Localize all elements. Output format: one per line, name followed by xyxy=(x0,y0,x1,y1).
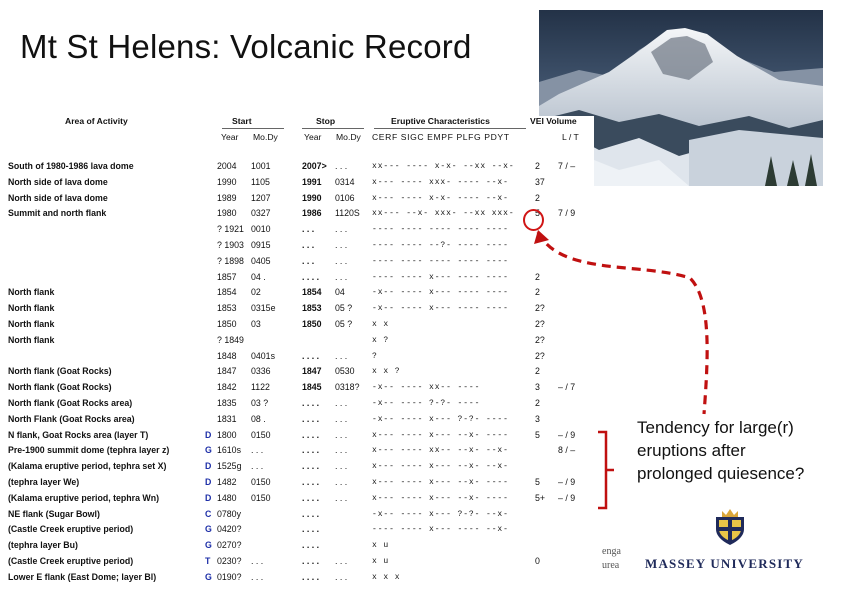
cell-chars: x--- ---- x--- --x- ---- xyxy=(372,430,509,440)
cell-chars: x ? xyxy=(372,335,390,345)
cell-stop-year: 1853 xyxy=(302,303,322,314)
cell-stop-year: 1847 xyxy=(302,366,322,377)
cell-start-year: 1800 xyxy=(217,429,237,440)
cell-code: D xyxy=(205,492,212,503)
cell-start-year: 1480 xyxy=(217,492,237,503)
massey-university-wordmark: MASSEY UNIVERSITY xyxy=(645,556,804,571)
cell-stop-year: . . . . xyxy=(302,445,320,456)
cell-chars: -x-- ---- x--- ?-?- ---- xyxy=(372,414,509,424)
cell-start-mody: 1207 xyxy=(251,192,271,203)
cell-start-year: 1990 xyxy=(217,176,237,187)
cell-stop-year: . . . xyxy=(302,255,315,266)
cell-vei: 2 xyxy=(535,271,540,282)
cell-chars: xx--- --x- xxx- --xx xxx- xyxy=(372,209,515,219)
header-stop-year: Year xyxy=(304,132,322,142)
cell-start-year: 0270? xyxy=(217,540,242,551)
cell-area: Pre-1900 summit dome (tephra layer z) xyxy=(8,445,170,456)
cell-area: North flank xyxy=(8,303,55,314)
cell-area: North side of lava dome xyxy=(8,176,108,187)
cell-vei: 5+ xyxy=(535,492,546,503)
cell-chars: x--- ---- x--- --x- ---- xyxy=(372,493,509,503)
cell-stop-mody: . . . xyxy=(335,224,348,235)
slide-title: Mt St Helens: Volcanic Record xyxy=(20,28,472,65)
cell-start-mody: . . . xyxy=(251,445,264,456)
cell-start-year: 1980 xyxy=(217,208,237,219)
cell-start-year: 0780y xyxy=(217,508,241,519)
cell-stop-mody: . . . xyxy=(335,350,348,361)
cell-start-mody: 0150 xyxy=(251,429,271,440)
cell-start-year: 0190? xyxy=(217,571,242,582)
cell-stop-year: 1986 xyxy=(302,208,322,219)
cell-area: North Flank (Goat Rocks area) xyxy=(8,413,135,424)
cell-stop-year: 1990 xyxy=(302,192,322,203)
cell-chars: ---- ---- ---- ---- ---- xyxy=(372,225,509,235)
cell-start-mody: 0915 xyxy=(251,240,271,250)
university-crest-icon xyxy=(710,507,750,547)
cell-start-year: 1482 xyxy=(217,477,237,487)
cell-chars: xx--- ---- x-x- --xx --x- xyxy=(372,162,515,171)
cell-chars: x--- ---- x--- --x- --x- xyxy=(372,462,509,472)
cell-area: North flank (Goat Rocks area) xyxy=(8,398,133,408)
cell-area: Lower E flank (East Dome; layer Bl) xyxy=(8,571,157,582)
header-lt: L / T xyxy=(562,132,579,142)
cell-stop-year: . . . . xyxy=(302,398,320,408)
cell-area: North flank xyxy=(8,334,55,345)
cell-vol: 7 / 9 xyxy=(558,208,576,219)
cell-start-year: ? 1898 xyxy=(217,255,244,266)
cell-stop-year: 1850 xyxy=(302,319,322,329)
cell-stop-year: . . . . xyxy=(302,461,320,472)
cell-start-mody: 04 . xyxy=(251,271,266,282)
cell-chars: -x-- ---- x--- ?-?- --x- xyxy=(372,509,509,519)
cell-code: D xyxy=(205,429,212,440)
cell-stop-mody: 0530 xyxy=(335,366,355,377)
cell-area: North flank (Goat Rocks) xyxy=(8,382,112,393)
cell-stop-year: 1991 xyxy=(302,176,322,187)
header-start-mody: Mo.Dy xyxy=(253,132,278,142)
cell-code: G xyxy=(205,571,212,582)
cell-chars: x x x xyxy=(372,572,401,582)
cell-start-mody: 0010 xyxy=(251,224,271,235)
cell-stop-year: . . . . xyxy=(302,540,320,551)
cell-stop-mody: . . . xyxy=(335,398,348,408)
cell-stop-mody: . . . xyxy=(335,445,348,456)
cell-stop-year: 2007> xyxy=(302,161,327,171)
cell-stop-year: . . . xyxy=(302,240,315,250)
cell-area: (Castle Creek eruptive period) xyxy=(8,556,134,566)
cell-stop-year: . . . . xyxy=(302,271,320,282)
cell-area: North side of lava dome xyxy=(8,192,108,203)
cell-stop-year: 1854 xyxy=(302,287,322,298)
cell-start-mody: 0401s xyxy=(251,350,275,361)
massey-logo-area xyxy=(602,503,842,596)
cell-start-year: 1835 xyxy=(217,398,237,408)
cell-start-year: ? 1849 xyxy=(217,334,244,345)
cell-chars: x--- ---- xxx- ---- --x- xyxy=(372,177,509,187)
cell-stop-mody: 0318? xyxy=(335,382,360,393)
header-stop-mody: Mo.Dy xyxy=(336,132,361,142)
cell-chars: ---- ---- --?- ---- ---- xyxy=(372,241,509,250)
cell-area: (Kalama eruptive period, tephra Wn) xyxy=(8,492,160,503)
cell-start-year: 1989 xyxy=(217,192,237,203)
cell-stop-mody: . . . xyxy=(335,571,348,582)
cell-vei: 2 xyxy=(535,398,540,408)
cell-start-mody: 0336 xyxy=(251,366,271,377)
cell-stop-year: . . . . xyxy=(302,524,320,535)
header-char-codes: CERF SIGC EMPF PLFG PDYT xyxy=(372,132,510,142)
cell-stop-mody: . . . xyxy=(335,461,348,472)
cell-stop-mody: 05 ? xyxy=(335,319,353,329)
cell-stop-mody: 04 xyxy=(335,287,345,298)
cell-start-mody: 02 xyxy=(251,287,261,298)
bracket-icon xyxy=(598,432,614,508)
background-word-2: urea xyxy=(602,560,620,571)
cell-stop-year: 1845 xyxy=(302,382,322,393)
header-start-year: Year xyxy=(221,132,239,142)
cell-start-year: 1848 xyxy=(217,350,237,361)
cell-code: T xyxy=(205,556,211,566)
cell-chars: x--- ---- xx-- --x- --x- xyxy=(372,446,509,456)
cell-start-mody: 03 ? xyxy=(251,398,269,408)
cell-start-year: 1850 xyxy=(217,319,237,329)
cell-start-year: 0230? xyxy=(217,556,242,566)
cell-area: NE flank (Sugar Bowl) xyxy=(8,508,100,519)
cell-stop-year: . . . . xyxy=(302,413,320,424)
cell-area: (tephra layer Bu) xyxy=(8,540,78,551)
cell-start-year: 1831 xyxy=(217,413,237,424)
cell-start-mody: . . . xyxy=(251,461,264,472)
cell-vei: 3 xyxy=(535,382,540,393)
cell-chars: x--- ---- x--- --x- ---- xyxy=(372,478,509,487)
background-word-1: enga xyxy=(602,546,621,557)
cell-area: (Kalama eruptive period, tephra set X) xyxy=(8,461,167,472)
cell-code: G xyxy=(205,445,212,456)
cell-area: North flank xyxy=(8,319,55,329)
cell-code: D xyxy=(205,461,212,472)
cell-stop-year: . . . . xyxy=(302,492,320,503)
cell-chars: -x-- ---- ?-?- ---- xyxy=(372,399,481,408)
cell-start-mody: 03 xyxy=(251,319,261,329)
cell-stop-mody: 1120S xyxy=(335,208,360,219)
header-eruptive-characteristics: Eruptive Characteristics xyxy=(391,116,490,126)
header-area: Area of Activity xyxy=(65,116,128,126)
cell-vei: 2 xyxy=(535,192,540,203)
cell-area: (Castle Creek eruptive period) xyxy=(8,524,134,535)
cell-start-year: 1857 xyxy=(217,271,237,282)
cell-area: North flank xyxy=(8,287,55,298)
cell-vei: 5 xyxy=(535,429,540,440)
cell-area: N flank, Goat Rocks area (layer T) xyxy=(8,429,149,440)
cell-start-mody: 0150 xyxy=(251,477,271,487)
cell-stop-year: . . . . xyxy=(302,477,320,487)
cell-vei: 2 xyxy=(535,366,540,377)
cell-code: G xyxy=(205,524,212,535)
cell-stop-mody: . . . xyxy=(335,413,348,424)
cell-stop-year: . . . . xyxy=(302,429,320,440)
cell-vol: – / 7 xyxy=(558,382,576,393)
tendency-note: Tendency for large(r) eruptions after prolonged quiesence? xyxy=(637,418,805,483)
cell-stop-mody: 0314 xyxy=(335,176,355,187)
cell-area: (tephra layer We) xyxy=(8,477,80,487)
dashed-arrow-path xyxy=(538,232,707,414)
cell-vol: – / 9 xyxy=(558,492,576,503)
cell-chars: x u xyxy=(372,557,390,566)
cell-stop-year: . . . . xyxy=(302,571,320,582)
cell-chars: -x-- ---- xx-- ---- xyxy=(372,383,481,393)
cell-stop-mody: . . . xyxy=(335,161,348,171)
cell-vei: 3 xyxy=(535,413,540,424)
cell-vei: 2? xyxy=(535,319,545,329)
cell-stop-mody: . . . xyxy=(335,255,348,266)
cell-stop-year: . . . . xyxy=(302,350,320,361)
cell-stop-year: . . . . xyxy=(302,508,320,519)
cell-chars: -x-- ---- x--- ---- ---- xyxy=(372,304,509,314)
cell-vei: 2? xyxy=(535,303,545,314)
cell-vei: 5 xyxy=(535,208,540,219)
cell-start-year: ? 1903 xyxy=(217,240,244,250)
cell-start-year: 1525g xyxy=(217,461,242,472)
cell-vei: 2? xyxy=(535,334,545,345)
cell-stop-mody: 0106 xyxy=(335,192,355,203)
cell-stop-year: . . . . xyxy=(302,556,320,566)
arrow-head-icon xyxy=(534,230,549,244)
cell-stop-mody: . . . xyxy=(335,429,348,440)
cell-chars: -x-- ---- x--- ---- ---- xyxy=(372,288,509,298)
cell-chars: x x ? xyxy=(372,367,401,377)
cell-chars: x x xyxy=(372,320,390,329)
cell-chars: x--- ---- x-x- ---- --x- xyxy=(372,193,509,203)
cell-vei: 0 xyxy=(535,556,540,566)
cell-stop-mody: . . . xyxy=(335,492,348,503)
header-vei-volume: VEI Volume xyxy=(530,116,577,126)
cell-vol: – / 9 xyxy=(558,429,576,440)
cell-vei: 2 xyxy=(535,287,540,298)
cell-stop-mody: . . . xyxy=(335,240,348,250)
cell-code: D xyxy=(205,477,212,487)
cell-start-year: 1847 xyxy=(217,366,237,377)
cell-start-year: 1854 xyxy=(217,287,237,298)
header-stop: Stop xyxy=(316,116,336,126)
cell-vei: 2? xyxy=(535,350,545,361)
cell-start-mody: 1122 xyxy=(251,382,270,393)
header-start: Start xyxy=(232,116,252,126)
cell-code: G xyxy=(205,540,212,551)
cell-start-year: 0420? xyxy=(217,524,242,535)
cell-stop-mody: . . . xyxy=(335,556,348,566)
cell-chars: ---- ---- x--- ---- --x- xyxy=(372,525,509,535)
cell-start-year: 1842 xyxy=(217,382,237,393)
cell-chars: ---- ---- x--- ---- ---- xyxy=(372,272,509,282)
cell-chars: ---- ---- ---- ---- ---- xyxy=(372,256,509,266)
cell-start-mody: 0405 xyxy=(251,255,271,266)
cell-area: Summit and north flank xyxy=(8,208,107,219)
cell-area: South of 1980-1986 lava dome xyxy=(8,161,134,171)
cell-vol: 8 / – xyxy=(558,445,576,456)
cell-chars: x u xyxy=(372,541,390,551)
cell-start-mody: . . . xyxy=(251,556,264,566)
cell-stop-mody: 05 ? xyxy=(335,303,353,314)
cell-vol: – / 9 xyxy=(558,477,576,487)
cell-start-year: 2004 xyxy=(217,161,237,171)
cell-start-year: 1853 xyxy=(217,303,237,314)
cell-area: North flank (Goat Rocks) xyxy=(8,366,112,377)
cell-vol: 7 / – xyxy=(558,161,576,171)
cell-start-mody: 1001 xyxy=(251,161,271,171)
cell-start-year: ? 1921 xyxy=(217,224,244,235)
cell-start-year: 1610s xyxy=(217,445,241,456)
cell-start-mody: 0315e xyxy=(251,303,276,314)
cell-stop-year: . . . xyxy=(302,224,315,235)
cell-stop-mody: . . . xyxy=(335,477,348,487)
cell-vei: 37 xyxy=(535,176,545,187)
cell-vei: 2 xyxy=(535,161,540,171)
cell-code: C xyxy=(205,508,212,519)
cell-start-mody: 0327 xyxy=(251,208,271,219)
cell-chars: ? xyxy=(372,351,378,361)
cell-start-mody: 08 . xyxy=(251,413,266,424)
cell-vei: 5 xyxy=(535,477,540,487)
cell-start-mody: 0150 xyxy=(251,492,271,503)
cell-start-mody: 1105 xyxy=(251,176,270,187)
cell-stop-mody: . . . xyxy=(335,271,348,282)
cell-start-mody: . . . xyxy=(251,571,264,582)
